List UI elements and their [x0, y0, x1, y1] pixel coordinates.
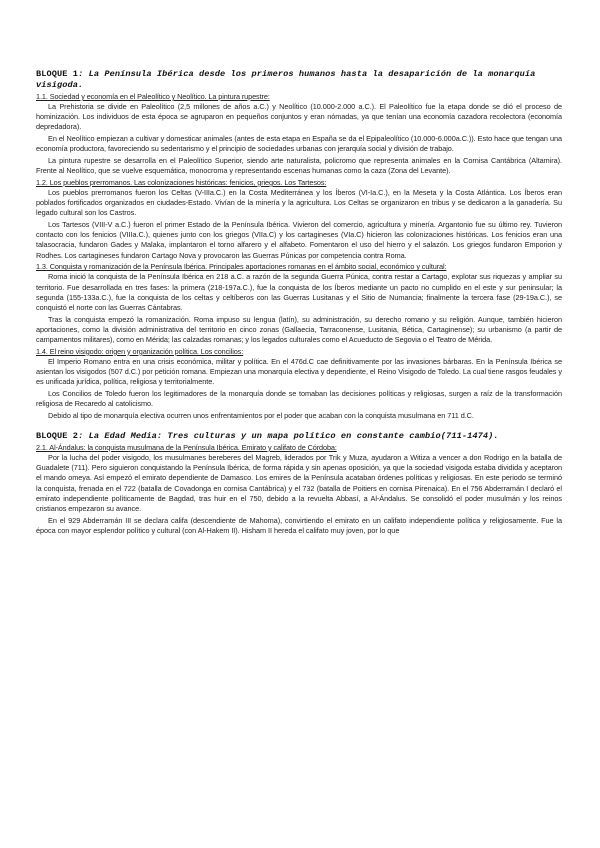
bloque-1-title: : La Península Ibérica desde los primeros humanos hasta la desaparición de la monarquía visigoda.: [36, 69, 536, 90]
section-1-3-heading: 1.3. Conquista y romanización de la Península Ibérica. Principales aportaciones romanas en el ámbito social, económico y cultural:: [36, 262, 447, 272]
bloque-2-title: : La Edad Media: Tres culturas y un mapa político en constante cambio(711-1474).: [78, 430, 499, 441]
paragraph: El Imperio Romano entra en una crisis económica, militar y política. En el 476d.C cae definitivamente por las invasiones bárbaras. En la Península Ibérica se asientan los visigodos (507 d.C.) por petición romana. Empiezan una monarquía electiva y dependiente, el Reino Visigodo de Toledo. La cual tiene rasgos feudales y es unificada jurídica, política, religiosa y territorialmente.: [36, 356, 562, 387]
paragraph: En el 929 Abderramán III se declara califa (descendiente de Mahoma), convirtiendo el emirato en un califato independiente política y religiosamente. Fue la época con mayor esplendor político y cultural (con Al-Hakem II). Hisham II hereda el califato muy joven, por lo que: [36, 515, 562, 535]
paragraph: Tras la conquista empezó la romanización. Roma impuso su lengua (latín), su administración, su derecho romano y su religión. Aunque, también hicieron aportaciones, como la división administrativa del territorio en cinco zonas (Gallaecia, Tarraconense, Lusitania, Bética, Cartaginense); su urbanismo (a partir de campamentos militares), como en Mérida; las calzadas romanas; y los legados culturales como el Acueducto de Segovia o el Teatro de Mérida.: [36, 314, 562, 345]
bloque-2-heading: [36, 431, 562, 442]
paragraph: Los Tartesos (VIII-V a.C.) fueron el primer Estado de la Península Ibérica. Vivieron del comercio, agricultura y minería. Argantonio fue su último rey. Tuvieron contacto con los fenicios (VIIIa.C.), quienes junto con los griegos (VIIa.C) y los cartagineses (VIa.C) hicieron las colonizaciones históricas. Los fenicios eran una talasocracia, fundaron Gades y Malaka, implantaron el torno alfarero y el alfabeto. Fomentaron el uso del hierro y el salazón. Los griegos fundaron Emporion y Rodhes. Los cartagineses fundaron Cartago Nova y provocaron las Guerras Púnicas por competencia contra Roma.: [36, 220, 562, 260]
section-1-4-heading: 1.4. El reino visigodo: origen y organización política. Los concilios:: [36, 346, 244, 356]
paragraph: La pintura rupestre se desarrolla en el Paleolítico Superior, siendo arte naturalista, policromo que representa animales en la Cornisa Cantábrica (Altamira). Frente al Neolítico, que se vuelve esquemática, monocroma y representando escenas humanas como la caza (Zona del Levante).: [36, 156, 562, 176]
section-1-1-heading: 1.1. Sociedad y economía en el Paleolítico y Neolítico. La pintura rupestre:: [36, 92, 270, 101]
bloque-1-heading: [36, 69, 562, 91]
paragraph: Debido al tipo de monarquía electiva ocurren unos enfrentamientos por el poder que acaban con la conquista musulmana en 711 d.C.: [48, 410, 474, 420]
bloque-2-label: BLOQUE 2: [36, 430, 79, 441]
paragraph: Por la lucha del poder visigodo, los musulmanes bereberes del Magreb, liderados por Trik y Muza, ayudaron a Witiza a vencer a don Rodrigo en la batalla de Guadalete (711). Pero siguieron conquistando la Península Ibérica, de forma rápida y sin apenas oposición, ya que la sociedad visigoda estaba dividida y aceptaron el mando omeya. Así empezó el emirato dependiente de Damasco. Los emires de la Península acataban órdenes políticas y religiosas. En este periodo se terminó la conquista, frenada en el 722 (batalla de Covadonga en cornisa Cantábrica) y el 732 (batalla de Poitiers en cornisa Pirenaica). En el 756 Abderramán I declaró el emirato independiente políticamente de Bagdad, tras huir en el 750, debido a la revuelta Abbasí, a Al-Ándalus. Se consolidó el poder musulmán y los reinos cristianos empezaron su avance.: [36, 452, 562, 513]
section-1-2-heading: 1.2. Los pueblos prerromanos. Las colonizaciones históricas: fenicios, griegos. Los Tartesos:: [36, 177, 327, 187]
paragraph: La Prehistoria se divide en Paleolítico (2,5 millones de años a.C.) y Neolítico (10.000-2.000 a.C.). El Paleolítico fue la etapa donde se dió el proceso de hominización. Los individuos de esta época se agruparon en pequeños conjuntos y eran nómadas, ya que tenían una economía cazadora recolectora (economía depredadora).: [36, 102, 562, 132]
paragraph: Los Concilios de Toledo fueron los legitimadores de la monarquía donde se tomaban las decisiones políticas y religiosas, surgen a raíz de la transformación religiosa de Recaredo al catolicismo.: [36, 388, 562, 409]
bloque-1-label: BLOQUE 1: [36, 69, 79, 79]
paragraph: Roma inició la conquista de la Península Ibérica en 218 a.C. a razón de la segunda Guerra Púnica, contra restar a Cartago, explotar sus riquezas y ampliar su territorio. Fue desarrollada en tres fases: la primera (218-197a.C.), fue la conquista de los Íberos mediante un pacto no cumplido en el este y sur peninsular; la segunda (155-133a.C.), fue la conquista de los celtas y celtíberos con las Guerras Lusitanas y el Sitio de Numancia; finalmente la tercera fase (29-19a.C.), se conquistó el norte con las Guerras Cántabras.: [36, 272, 562, 312]
paragraph: Los pueblos prerromanos fueron los Celtas (V-IIIa.C.) en la Costa Mediterránea y los Íberos (VI-Ia.C.), en la Meseta y la Costa Atlántica. Los Íberos eran poblados fortificados organizados en ciudades-Estado. Vivían de la minería y la agricultura. Los Celtas se organizaron en tribus y se dedicaron a la ganadería. Su legado cultural son los Castros.: [36, 187, 562, 218]
section-2-1-heading: 2.1. Al-Ándalus: la conquista musulmana de la Península Ibérica. Emirato y califato de Córdoba:: [36, 442, 337, 452]
paragraph: En el Neolítico empiezan a cultivar y domesticar animales (antes de esta etapa en España se da el Epipaleolítico (10.000-6.000a.C.)). Esto hace que tengan una economía productora, favoreciendo su sedentarismo y el principio de sociedades urbanas con jerarquía social y división de trabajo.: [36, 134, 562, 154]
